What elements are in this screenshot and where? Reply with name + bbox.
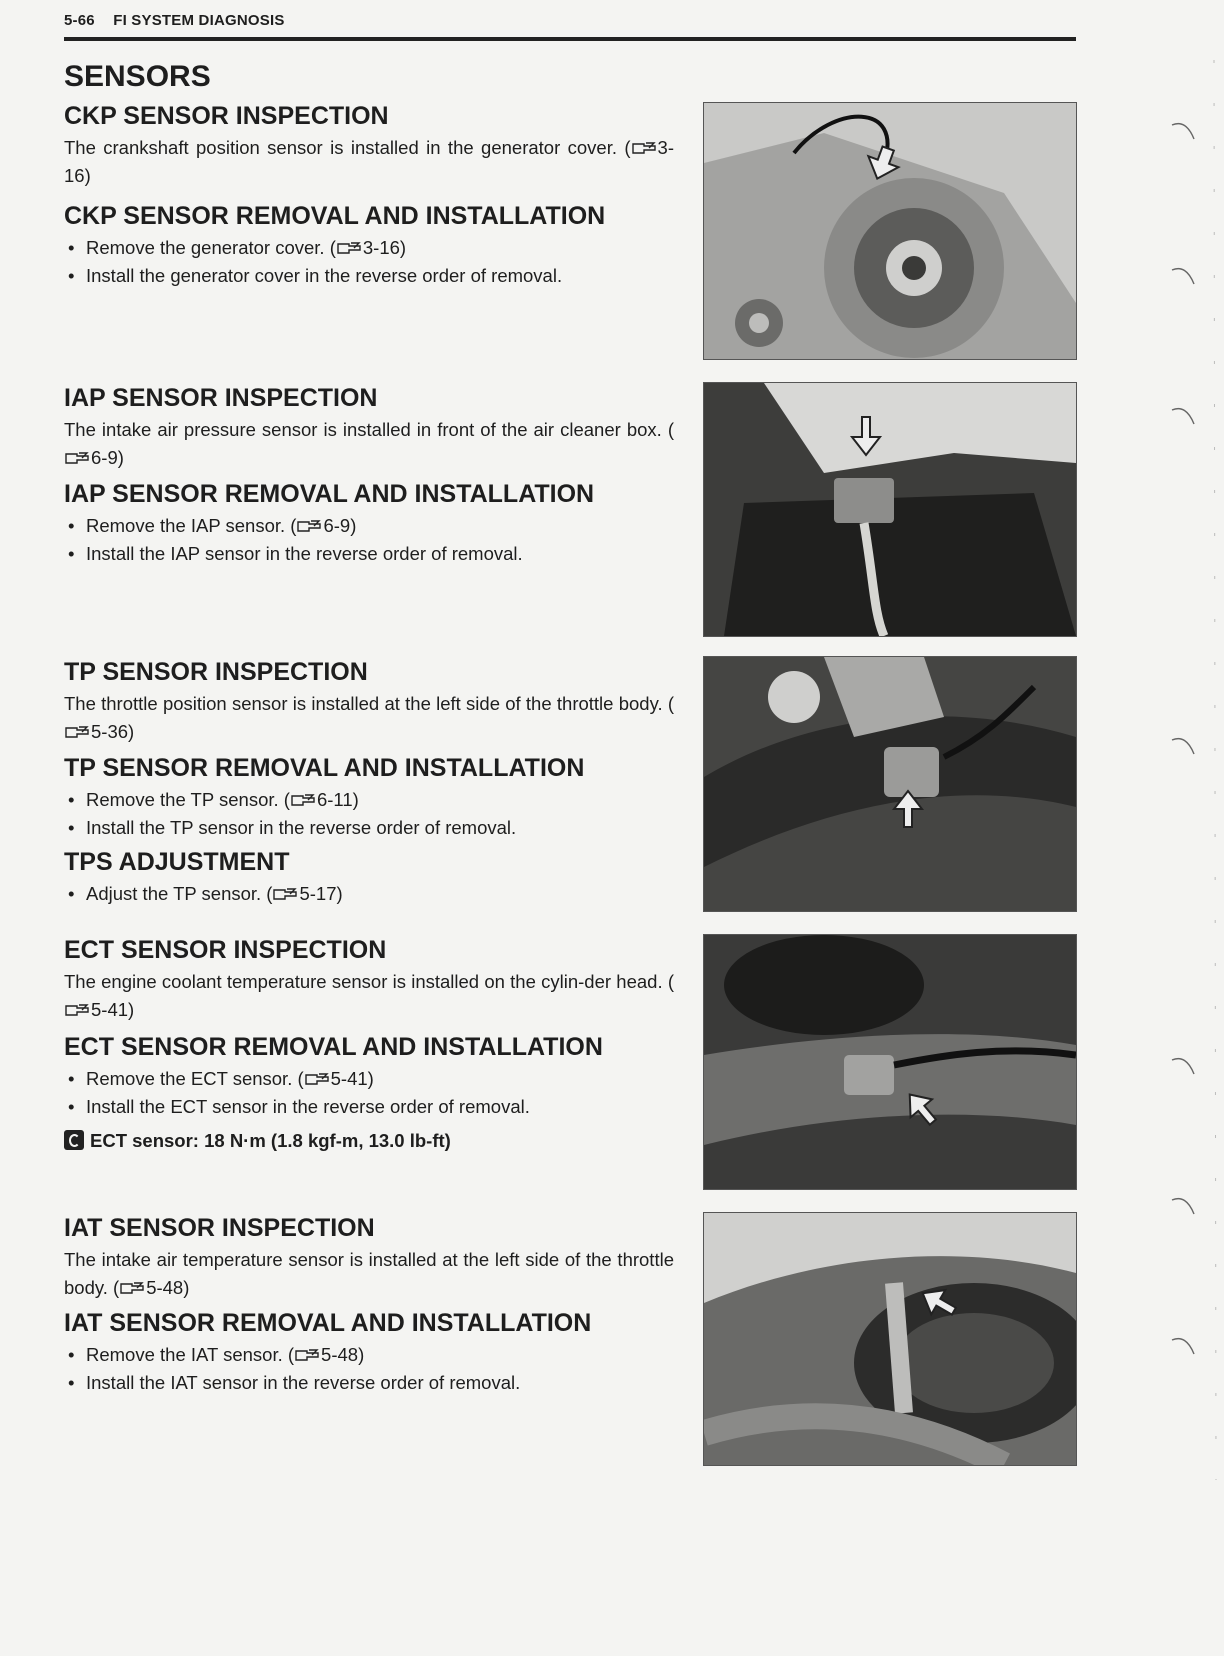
header-rule (64, 37, 1076, 41)
list-item: • Remove the ECT sensor. ( 5-41) (64, 1065, 674, 1093)
section-heading: TPS ADJUSTMENT (64, 848, 290, 876)
scan-margin-marks (1154, 0, 1224, 1500)
torque-wrench-icon (64, 1130, 84, 1150)
list-item: • Remove the TP sensor. ( 6-11) (64, 786, 674, 814)
list-item: • Adjust the TP sensor. ( 5-17) (64, 880, 674, 908)
reference-link[interactable]: 5-41 (91, 999, 129, 1020)
reference-pointer-icon (291, 793, 315, 807)
section-heading: IAT SENSOR INSPECTION (64, 1214, 375, 1242)
page-title: SENSORS (64, 60, 211, 93)
section-heading: ECT SENSOR REMOVAL AND INSTALLATION (64, 1033, 603, 1061)
reference-link[interactable]: 5-48 (146, 1277, 184, 1298)
section-text: The throttle position sensor is installed at the left side of the throttle body. (5-36) (64, 693, 674, 742)
reference-pointer-icon (273, 887, 297, 901)
reference-pointer-icon (65, 451, 89, 465)
section-heading: CKP SENSOR INSPECTION (64, 102, 389, 130)
tps-adjustment-section (64, 846, 674, 912)
ckp-removal-section (64, 200, 674, 294)
iat-removal-section (64, 1307, 674, 1401)
iap-removal-section (64, 478, 674, 572)
section-heading: IAP SENSOR INSPECTION (64, 384, 378, 412)
section-heading: IAP SENSOR REMOVAL AND INSTALLATION (64, 480, 595, 508)
reference-link[interactable]: 6-9 (91, 447, 118, 468)
section-text: The intake air temperature sensor is installed at the left side of the throttle body. ( 5-48) (64, 1249, 674, 1298)
section-heading: TP SENSOR INSPECTION (64, 658, 368, 686)
reference-pointer-icon (337, 241, 361, 255)
reference-link[interactable]: 3-16 (362, 237, 400, 258)
iap-sensor-photo (703, 382, 1077, 637)
torque-spec: ECT sensor: 18 N·m (1.8 kgf-m, 13.0 lb-ft) (64, 1127, 674, 1155)
section-heading: IAT SENSOR REMOVAL AND INSTALLATION (64, 1309, 592, 1337)
tp-sensor-photo (703, 656, 1077, 912)
section-heading: TP SENSOR REMOVAL AND INSTALLATION (64, 754, 585, 782)
section-text: The intake air pressure sensor is installed in front of the air cleaner box. (6-9) (64, 419, 674, 468)
section-heading: CKP SENSOR REMOVAL AND INSTALLATION (64, 202, 606, 230)
reference-pointer-icon (297, 519, 321, 533)
list-item: • Remove the generator cover. ( 3-16) (64, 234, 674, 262)
reference-link[interactable]: 3-16 (64, 137, 674, 186)
reference-link[interactable]: 5-36 (91, 721, 129, 742)
reference-link[interactable]: 6-9 (323, 515, 351, 536)
list-item: • Install the ECT sensor in the reverse order of removal. (64, 1093, 674, 1121)
reference-pointer-icon (65, 1003, 89, 1017)
section-heading: ECT SENSOR INSPECTION (64, 936, 387, 964)
iat-sensor-photo (703, 1212, 1077, 1466)
reference-pointer-icon (295, 1348, 319, 1362)
iat-inspection-section (64, 1212, 674, 1306)
reference-link[interactable]: 6-11 (316, 789, 353, 810)
ect-inspection-section (64, 934, 674, 1028)
list-item: • Remove the IAT sensor. ( 5-48) (64, 1341, 674, 1369)
ect-removal-section (64, 1031, 674, 1155)
list-item: • Remove the IAP sensor. ( 6-9) (64, 512, 674, 540)
list-item: • Install the generator cover in the reverse order of removal. (64, 262, 674, 290)
reference-pointer-icon (305, 1072, 329, 1086)
reference-link[interactable]: 5-41 (330, 1068, 368, 1089)
ect-sensor-photo (703, 934, 1077, 1190)
section-text: The crankshaft position sensor is installed in the generator cover. ( 3-16) (64, 137, 674, 186)
tp-removal-section (64, 752, 674, 846)
ckp-inspection-section (64, 100, 674, 194)
list-item: • Install the IAT sensor in the reverse order of removal. (64, 1369, 674, 1397)
page-header (64, 12, 285, 29)
header-section-title: FI SYSTEM DIAGNOSIS (113, 12, 285, 29)
reference-link[interactable]: 5-17 (299, 883, 337, 904)
tp-inspection-section (64, 656, 674, 750)
reference-pointer-icon (632, 141, 656, 155)
reference-pointer-icon (120, 1281, 144, 1295)
reference-link[interactable]: 5-48 (321, 1344, 359, 1365)
list-item: • Install the TP sensor in the reverse order of removal. (64, 814, 674, 842)
page-number: 5-66 (64, 12, 95, 29)
reference-pointer-icon (65, 725, 89, 739)
list-item: • Install the IAP sensor in the reverse order of removal. (64, 540, 674, 568)
section-text: The engine coolant temperature sensor is installed on the cylin-der head. (5-41) (64, 971, 674, 1020)
iap-inspection-section (64, 382, 674, 476)
ckp-sensor-photo (703, 102, 1077, 360)
